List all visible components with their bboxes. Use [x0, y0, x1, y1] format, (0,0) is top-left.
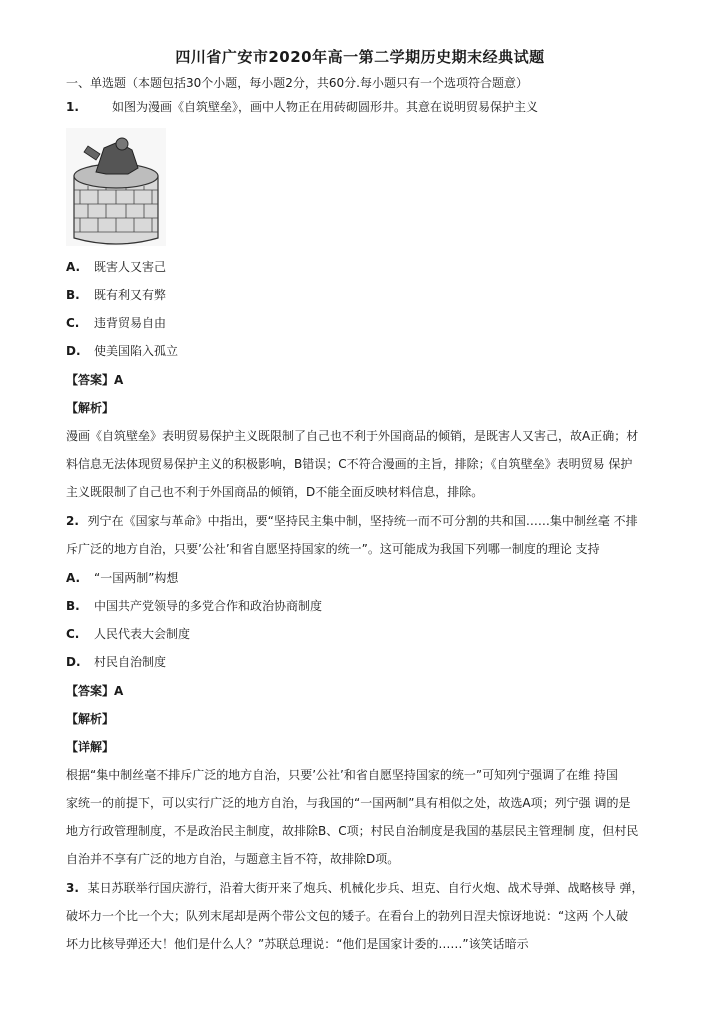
question-3-number: 3. [66, 881, 79, 895]
q1-option-d: D. 使美国陷入孤立 [66, 344, 179, 358]
question-1-stem [66, 99, 538, 115]
question-3-stem-line-3: 坏力比核导弹还大！他们是什么人？”苏联总理说：“他们是国家计委的……”该笑话暗示 [66, 937, 529, 951]
question-3-stem-line-1: 3. 某日苏联举行国庆游行，沿着大街开来了炮兵、机械化步兵、坦克、自行火炮、战术导弹、战略核导 弹， [66, 881, 644, 895]
q2-option-c: C. 人民代表大会制度 [66, 627, 191, 641]
section-header: 一、单选题（本题包括30个小题，每小题2分，共60分.每小题只有一个选项符合题意） [66, 76, 528, 90]
q2-option-b: B. 中国共产党领导的多党合作和政治协商制度 [66, 599, 323, 613]
q1-option-c: C. 违背贸易自由 [66, 316, 167, 330]
q1-option-a: A. 既害人又害己 [66, 260, 167, 274]
q1-analysis-label: 【解析】 [66, 401, 115, 415]
q1-analysis-line-3: 主义既限制了自己也不利于外国商品的倾销，D不能全面反映材料信息，排除。 [66, 485, 484, 499]
q1-option-b: B. 既有利又有弊 [66, 288, 167, 302]
question-2-number: 2. [66, 514, 79, 528]
question-2-stem-line-2: 斥广泛的地方自治，只要’公社’和省自愿坚持国家的统一”。这可能成为我国下列哪一制度的理论 支持 [66, 542, 600, 556]
question-1-number: 1. [66, 100, 79, 114]
q2-detail-line-4: 自治并不享有广泛的地方自治，与题意主旨不符，故排除D项。 [66, 852, 400, 866]
exam-title: 四川省广安市2020年高一第二学期历史期末经典试题 [175, 48, 545, 66]
q2-option-a: A. “一国两制”构想 [66, 571, 179, 585]
well-cartoon-image [66, 128, 166, 246]
q2-detail-line-1: 根据“集中制丝毫不排斥广泛的地方自治，只要’公社’和省自愿坚持国家的统一”可知列宁强调了在维 持国 [66, 768, 618, 782]
question-1-text: 如图为漫画《自筑壁垒》，画中人物正在用砖砌圆形井。其意在说明贸易保护主义 [112, 100, 539, 114]
q1-analysis-line-1: 漫画《自筑壁垒》表明贸易保护主义既限制了自己也不利于外国商品的倾销，是既害人又害己，故A正确；材 [66, 429, 639, 443]
q2-answer: 【答案】A [66, 684, 124, 698]
q2-analysis-label: 【解析】 [66, 712, 115, 726]
q1-answer: 【答案】A [66, 373, 124, 387]
q1-analysis-line-2: 料信息无法体现贸易保护主义的积极影响，B错误；C不符合漫画的主旨，排除；《自筑壁垒》表明贸易 保护 [66, 457, 633, 471]
q2-option-d: D. 村民自治制度 [66, 655, 167, 669]
q2-detail-label: 【详解】 [66, 740, 115, 754]
q2-detail-line-3: 地方行政管理制度，不是政治民主制度，故排除B、C项；村民自治制度是我国的基层民主管理制 度，但村民 [66, 824, 639, 838]
q2-detail-line-2: 家统一的前提下，可以实行广泛的地方自治，与我国的“一国两制”具有相似之处，故选A项；列宁强 调的是 [66, 796, 631, 810]
question-3-stem-line-2: 破坏力一个比一个大；队列末尾却是两个带公文包的矮子。在看台上的勃列日涅夫惊讶地说：“这两 个人破 [66, 909, 629, 923]
question-2-stem-line-1: 2. 列宁在《国家与革命》中指出，要“坚持民主集中制，坚持统一而不可分割的共和国……集中制丝毫 不排 [66, 514, 638, 528]
